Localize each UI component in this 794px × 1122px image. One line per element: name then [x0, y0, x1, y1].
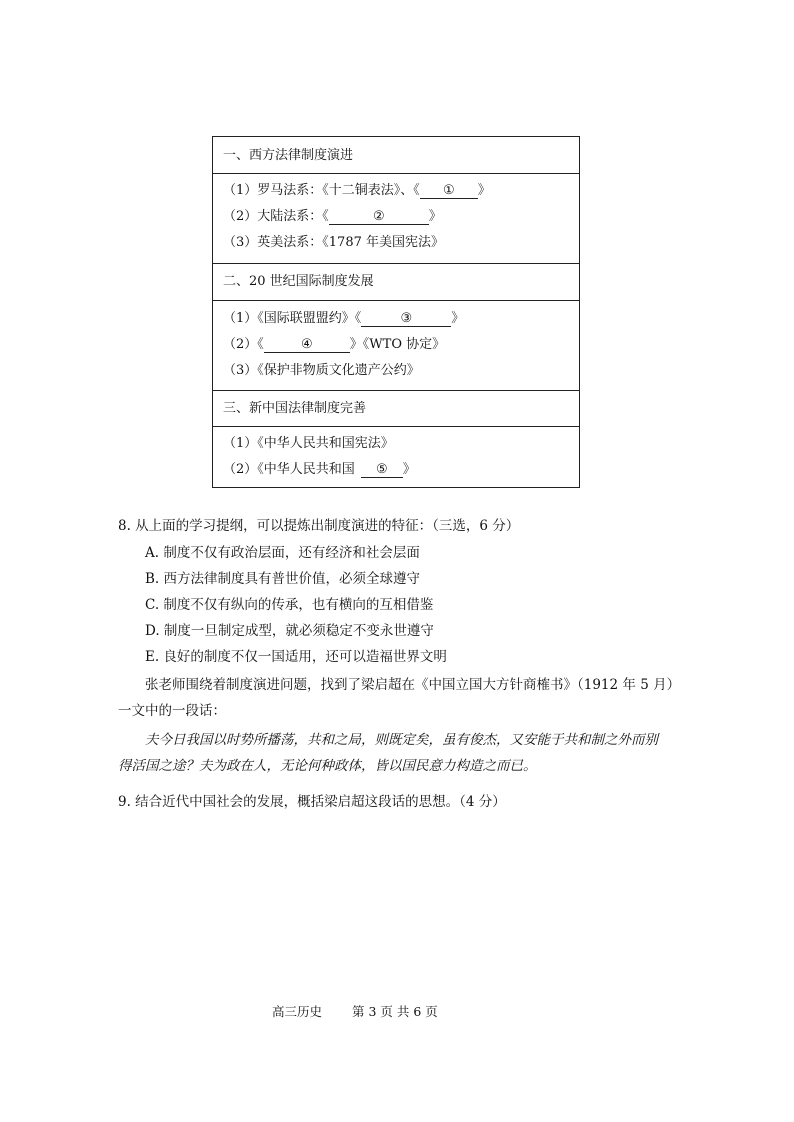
question-8-stem: 8. 从上面的学习提纲，可以提炼出制度演进的特征：（三选，6 分） [118, 518, 520, 534]
liang-qichao-quote-line-2: 得活国之途？夫为政在人，无论何种政体，皆以国民意力构造之而已。 [118, 758, 537, 774]
outline-item: （1）罗马法系：《十二铜表法》、《 ① 》 [223, 183, 491, 198]
liang-qichao-quote-line-1: 夫今日我国以时势所播荡，共和之局，则既定矣，虽有俊杰，又安能于共和制之外而别 [145, 732, 658, 748]
footer-page-number: 第 3 页 共 6 页 [352, 1004, 438, 1019]
option-c: C. 制度不仅有纵向的传承，也有横向的互相借鉴 [145, 597, 434, 613]
outline-section-1-header [213, 137, 579, 174]
outline-section-3-body [213, 427, 579, 487]
option-e: E. 良好的制度不仅一国适用，还可以造福世界文明 [145, 649, 447, 665]
outline-item: （1）《国际联盟盟约》《 ③ 》 [223, 311, 465, 326]
option-b: B. 西方法律制度具有普世价值，必须全球遵守 [145, 571, 421, 587]
outline-section-3-title: 三、新中国法律制度完善 [223, 401, 367, 416]
outline-section-1-body [213, 174, 579, 264]
fill-blank-1: ① [420, 184, 478, 199]
outline-section-3-header [213, 391, 579, 427]
outline-item: （1）《中华人民共和国宪法》 [223, 436, 394, 451]
fill-blank-5: ⑤ [361, 463, 403, 478]
fill-blank-3: ③ [361, 312, 451, 327]
outline-item: （2）《 ④ 》《WTO 协定》 [223, 337, 446, 352]
option-a: A. 制度不仅有政治层面，还有经济和社会层面 [145, 545, 420, 561]
outline-item: （2）《中华人民共和国 ⑤ 》 [223, 462, 416, 477]
outline-item: （2）大陆法系：《 ② 》 [223, 209, 442, 224]
context-line-2: 一文中的一段话： [118, 703, 226, 719]
outline-section-2-header [213, 264, 579, 301]
fill-blank-2: ② [329, 210, 429, 225]
option-d: D. 制度一旦制定成型，就必须稳定不变永世遵守 [145, 623, 434, 639]
question-9-stem: 9. 结合近代中国社会的发展，概括梁启超这段话的思想。（4 分） [118, 794, 506, 810]
footer-subject: 高三历史 [272, 1004, 323, 1019]
fill-blank-4: ④ [264, 338, 350, 353]
outline-item: （3）英美法系：《1787 年美国宪法》 [223, 235, 444, 250]
outline-section-2-title: 二、20 世纪国际制度发展 [223, 274, 374, 289]
outline-section-2-body [213, 301, 579, 391]
outline-item: （3）《保护非物质文化遗产公约》 [223, 363, 420, 378]
context-line-1: 张老师围绕着制度演进问题，找到了梁启超在《中国立国大方针商榷书》（1912 年 5 月） [145, 677, 681, 693]
outline-section-1-title: 一、西方法律制度演进 [223, 148, 354, 163]
study-outline-table [212, 136, 580, 488]
